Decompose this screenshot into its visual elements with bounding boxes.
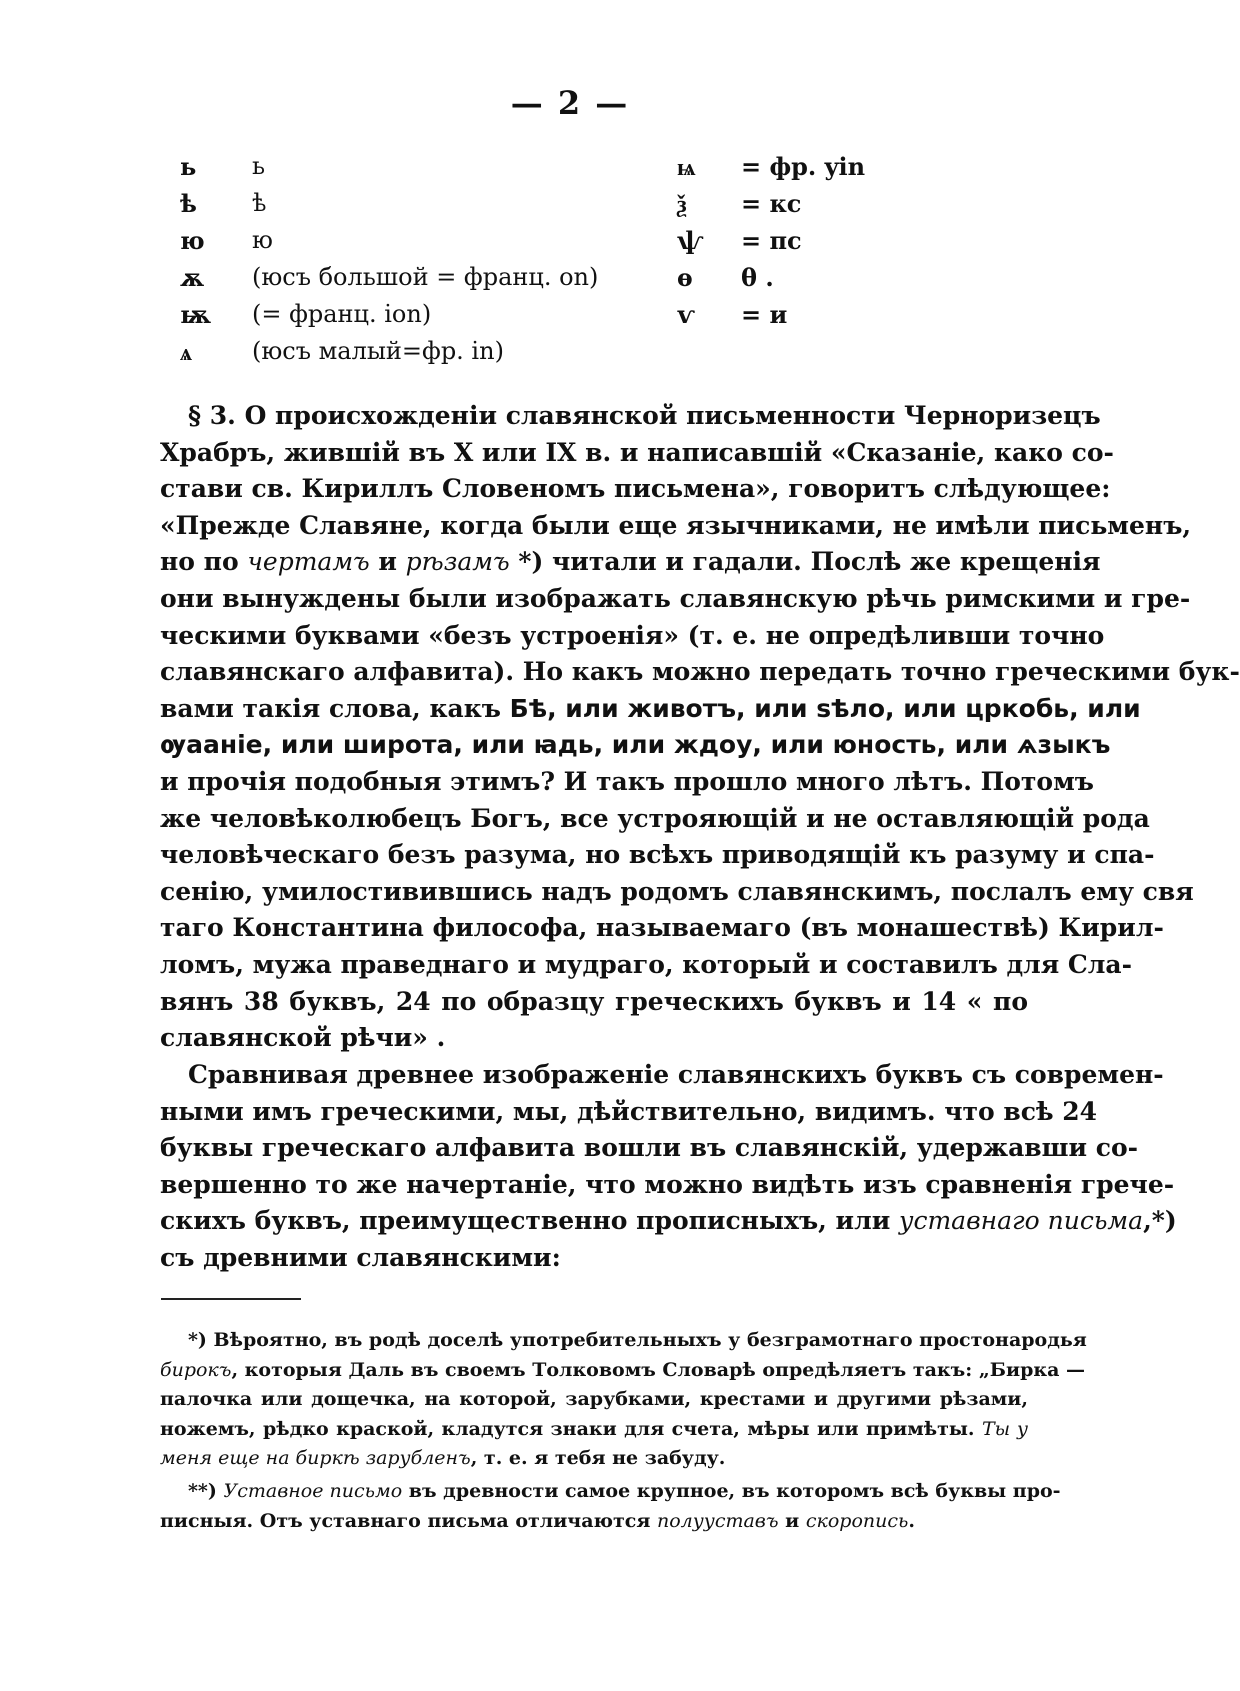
letter-value: (= франц. ion) xyxy=(252,300,432,328)
text-fragment: и xyxy=(778,1509,806,1532)
alphabet-row xyxy=(180,263,900,300)
footnote-line xyxy=(160,1444,1028,1474)
text-fragment: и xyxy=(369,547,406,577)
italic-term: чертамъ xyxy=(247,547,370,577)
text-line: славянскаго алфавита). Но какъ можно передать точно греческими бук- xyxy=(160,657,1240,687)
footnote-line xyxy=(160,1507,1028,1537)
letter-value: = пс xyxy=(741,226,802,255)
slavonic-letter: ѯ xyxy=(677,189,687,218)
footnote-line: палочка или дощечка, на которой, зарубками, крестами и другими рѣзами, xyxy=(160,1388,1028,1410)
slavonic-words: Бѣ, или животъ, или ѕѣло, или цркобь, или xyxy=(509,693,1141,723)
text-fragment: , которыя Даль въ своемъ Толковомъ Словарѣ опредѣляетъ такъ: „Бирка — xyxy=(231,1358,1086,1381)
footnote-line xyxy=(160,1356,1086,1386)
letter-value: ь xyxy=(252,152,266,180)
text-fragment: ножемъ, рѣдко краской, кладутся знаки для счета, мѣры или примѣты. xyxy=(160,1417,982,1440)
letter-value: (юсъ малый=фр. in) xyxy=(252,337,504,365)
paragraph-comparison xyxy=(160,1057,1177,1277)
slavonic-letter: ѵ xyxy=(677,300,695,329)
slavonic-letter: ѫ xyxy=(180,263,205,292)
letter-value: = фр. yin xyxy=(741,152,866,181)
text-fragment: *) читали и гадали. Послѣ же крещенія xyxy=(509,547,1101,577)
letter-value: (юсъ большой = франц. on) xyxy=(252,263,599,291)
text-line: съ древними славянскими: xyxy=(160,1242,561,1272)
letter-value: = кс xyxy=(741,189,802,218)
footnote-line: *) Вѣроятно, въ родѣ доселѣ употребительныхъ у безграмотнаго простонародья xyxy=(188,1329,1087,1351)
footnote-line xyxy=(160,1415,1028,1445)
text-line: буквы греческаго алфавита вошли въ славянскій, удержавши со- xyxy=(160,1133,1139,1163)
text-line: и прочія подобныя этимъ? И такъ прошло много лѣтъ. Потомъ xyxy=(160,766,1094,796)
text-line: таго Константина философа, называемаго (въ монашествѣ) Кирил- xyxy=(160,913,1164,943)
text-fragment: скихъ буквъ, преимущественно прописныхъ, или xyxy=(160,1206,899,1236)
letter-value: = и xyxy=(741,300,788,329)
text-line xyxy=(160,544,1101,581)
text-line: человѣческаго безъ разума, но всѣхъ приводящій къ разуму и спа- xyxy=(160,840,1155,870)
italic-term: бирокъ xyxy=(160,1358,232,1381)
text-line: сенію, умилостивившись надъ родомъ славянскимъ, послалъ ему свя xyxy=(160,876,1194,906)
text-line: ческими буквами «безъ устроенія» (т. е. не опредѣливши точно xyxy=(160,620,1105,650)
text-line: ломъ, мужа праведнаго и мудраго, который и составилъ для Сла- xyxy=(160,949,1133,979)
text-fragment: ,*) xyxy=(1143,1206,1177,1236)
text-fragment: . xyxy=(908,1509,915,1532)
text-fragment: **) xyxy=(188,1480,224,1502)
alphabet-row xyxy=(180,300,900,337)
italic-term: уставнаго письма xyxy=(898,1206,1144,1236)
text-line: ными имъ греческими, мы, дѣйствительно, видимъ. что всѣ 24 xyxy=(160,1096,1098,1126)
text-line: вянъ 38 буквъ, 24 по образцу греческихъ буквъ и 14 « по xyxy=(160,986,1028,1016)
letter-value: θ . xyxy=(741,263,774,292)
alphabet-row xyxy=(180,152,900,189)
text-line: славянской рѣчи» . xyxy=(160,1023,446,1053)
text-fragment: въ древности самое крупное, въ которомъ всѣ буквы про- xyxy=(402,1480,1061,1502)
italic-term: Уставное письмо xyxy=(223,1480,403,1502)
italic-term: скоропись xyxy=(805,1509,909,1532)
slavonic-letter: ю xyxy=(180,226,205,255)
text-fragment: , т. е. я тебя не забуду. xyxy=(470,1447,726,1469)
italic-term: рѣзамъ xyxy=(405,547,510,577)
slavonic-letter: ѩ xyxy=(677,152,696,181)
letter-value: ѣ xyxy=(252,189,267,217)
italic-term: меня еще на биркѣ зарубленъ xyxy=(160,1447,471,1469)
slavonic-letter: ѳ xyxy=(677,263,693,292)
text-line xyxy=(160,1203,1177,1240)
footnote-divider xyxy=(161,1298,301,1300)
footnote-1 xyxy=(160,1326,1087,1474)
slavonic-letter: ѱ xyxy=(677,226,704,255)
footnote-line xyxy=(160,1477,1061,1507)
text-line: § 3. О происхожденіи славянской письменности Черноризецъ xyxy=(188,401,1101,430)
text-fragment: вами такія слова, какъ xyxy=(160,693,510,723)
text-line: Сравнивая древнее изображеніе славянскихъ буквъ съ современ- xyxy=(188,1060,1164,1089)
slavonic-letter: ѭ xyxy=(180,300,212,329)
slavonic-letter: ѣ xyxy=(180,189,197,218)
letter-value: ю xyxy=(252,226,273,254)
text-line: же человѣколюбецъ Богъ, все устрояющій и не оставляющій рода xyxy=(160,803,1150,833)
alphabet-row xyxy=(180,226,900,263)
footnote-2 xyxy=(160,1477,1061,1536)
text-line xyxy=(160,691,1141,728)
paragraph-section-3 xyxy=(160,398,1240,1057)
text-fragment: писныя. Отъ уставнаго письма отличаются xyxy=(160,1509,657,1532)
page-number: — 2 — xyxy=(510,84,630,122)
alphabet-row xyxy=(180,189,900,226)
italic-term: Ты у xyxy=(981,1417,1028,1440)
text-line: «Прежде Славяне, когда были еще язычниками, не имѣли письменъ, xyxy=(160,510,1192,540)
slavonic-words-line: ѹааніе, или широта, или ꙗдь, или ждоу, или юность, или ѧзыкъ xyxy=(160,730,1111,760)
text-line: они вынуждены были изображать славянскую рѣчь римскими и гре- xyxy=(160,583,1191,613)
alphabet-table xyxy=(180,152,900,374)
text-line: Храбръ, жившій въ X или IX в. и написавшій «Сказаніе, како со- xyxy=(160,437,1114,467)
slavonic-letter: ѧ xyxy=(180,337,192,366)
italic-term: полууставъ xyxy=(657,1509,779,1532)
slavonic-letter: ь xyxy=(180,152,197,181)
text-fragment: но по xyxy=(160,547,248,577)
alphabet-row xyxy=(180,337,900,374)
text-line: вершенно то же начертаніе, что можно видѣть изъ сравненія грече- xyxy=(160,1169,1175,1199)
text-line: стави св. Кириллъ Словеномъ письмена», говоритъ слѣдующее: xyxy=(160,474,1111,504)
